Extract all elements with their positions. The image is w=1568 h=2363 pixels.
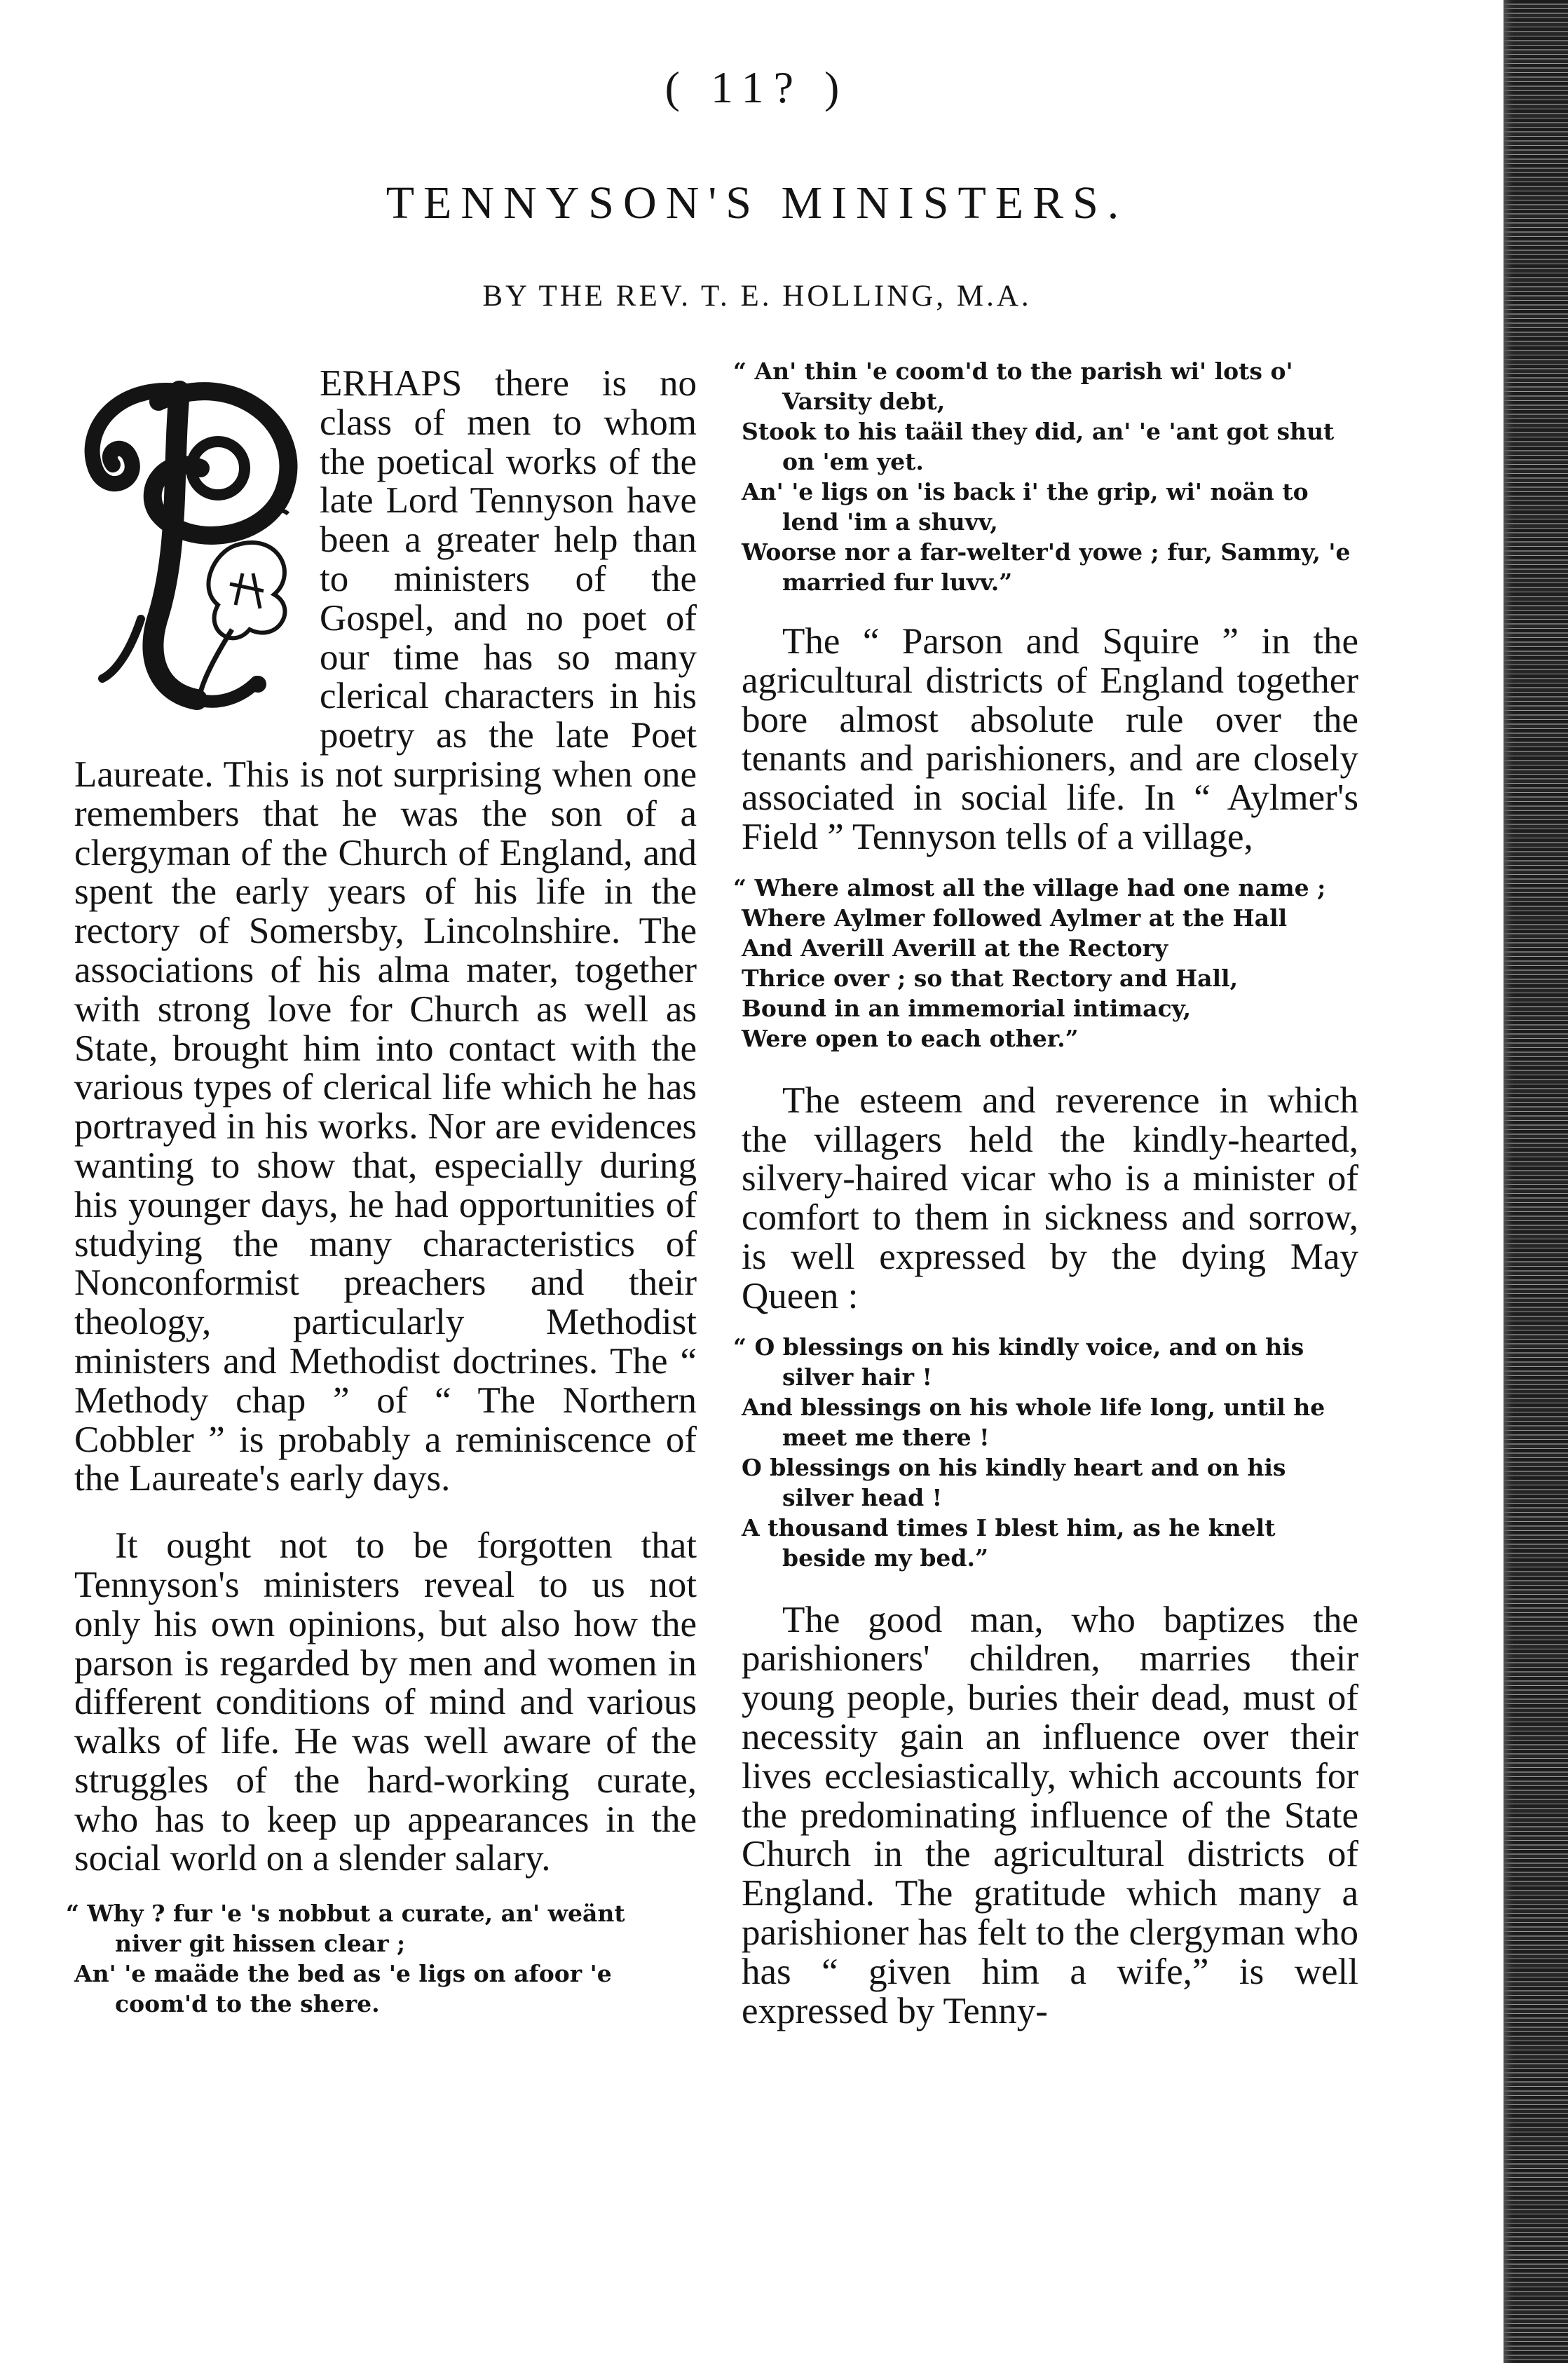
paragraph-2: It ought not to be forgotten that Tennyson's ministers reveal to us not only his own opinions, but also how the parson is regarded by men and women in different conditions of mind and various walks of life. He was well aware of the struggles of the hard-working curate, who has to keep up appearances in the social world on a slender salary.: [74, 1525, 697, 1879]
verse-line: O blessings on his kindly heart and on his silver head !: [742, 1453, 1286, 1511]
verse-line: Were open to each other.”: [742, 1024, 1079, 1052]
paragraph-1: ERHAPS there is no class of men to whom the poetical works of the late Lord Tennyson have been a greater help than to ministers of the Gospel, and no poet of our time has so many clerical characters in his poetry as the late Poet Laureate. This is not surprising when one remembers that he was the son of a clergyman of the Church of England, and spent the early years of his life in the rectory of Somersby, Lincolnshire. The associations of his alma mater, together with strong love for Church as well as State, brought him into contact with the various types of clerical life which he has portrayed in his works. Nor are evidences wanting to show that, especially during his younger days, he had opportunities of studying the many characteristics of Nonconformist preachers and their theology, particularly Methodist ministers and Methodist doctrines. The “ Methody chap ” of “ The Northern Cobbler ” is probably a reminiscence of the Laureate's early days.: [74, 363, 697, 1499]
left-column: [66, 363, 697, 2019]
verse-line: Bound in an immemorial intimacy,: [742, 994, 1192, 1022]
verse-aylmers-field: [733, 873, 1358, 1054]
page-number: ( 11? ): [664, 62, 850, 112]
verse-line: And Averill Averill at the Rectory: [742, 934, 1168, 962]
verse-may-queen: [733, 1332, 1358, 1573]
verse-northern-cobbler-cont: [733, 356, 1358, 597]
verse-line: Where Aylmer followed Aylmer at the Hall: [742, 904, 1288, 932]
paragraph-4: The esteem and reverence in which the villagers held the kindly-hearted, silvery-haired vicar who is a minister of comfort to them in sickness and sorrow, is well expressed by the dying May Queen :: [742, 1080, 1358, 1316]
article-title: TENNYSON'S MINISTERS.: [386, 177, 1129, 229]
scanned-page-edge: [1504, 0, 1568, 2363]
right-column: [733, 356, 1358, 2031]
verse-line: Thrice over ; so that Rectory and Hall,: [742, 964, 1239, 992]
paragraph-5: The good man, who baptizes the parishioners' children, marries their young people, buries their dead, must of necessity gain an influence over their lives ecclesiastically, which accounts for the predominating influence of the State Church in the agricultural districts of England. The gratitude which many a parishioner has felt to the clergyman who has “ given him a wife,” is well expressed by Tenny-: [742, 1599, 1358, 2031]
verse-line: And blessings on his whole life long, until he meet me there !: [742, 1393, 1325, 1451]
paragraph-3: The “ Parson and Squire ” in the agricultural districts of England together bore almost absolute rule over the tenants and parishioners, and are closely associated in social life. In “ Aylmer's Field ” Tennyson tells of a village,: [742, 621, 1358, 857]
ornamental-initial-icon: [74, 363, 306, 717]
dropcap-p-ornament: [74, 363, 306, 717]
verse-line: “ Where almost all the village had one name ;: [733, 873, 1326, 901]
verse-line: An' 'e maäde the bed as 'e ligs on afoor 'e coom'd to the shere.: [74, 1960, 612, 2018]
verse-line: “ An' thin 'e coom'd to the parish wi' lots o' Varsity debt,: [733, 357, 1293, 415]
verse-line: “ Why ? fur 'e 's nobbut a curate, an' weänt niver git hissen clear ;: [66, 1900, 625, 1958]
verse-line: A thousand times I blest him, as he knelt beside my bed.”: [742, 1513, 1276, 1572]
verse-line: An' 'e ligs on 'is back i' the grip, wi' noän to lend 'im a shuvv,: [742, 478, 1309, 536]
verse-northern-cobbler: [66, 1898, 697, 2019]
verse-line: Stook to his taäil they did, an' 'e 'ant got shut on 'em yet.: [742, 418, 1335, 475]
byline: BY THE REV. T. E. HOLLING, M.A.: [482, 280, 1032, 313]
verse-line: “ O blessings on his kindly voice, and on his silver hair !: [733, 1333, 1304, 1391]
verse-line: Woorse nor a far-welter'd yowe ; fur, Sammy, 'e married fur luvv.”: [742, 538, 1351, 596]
